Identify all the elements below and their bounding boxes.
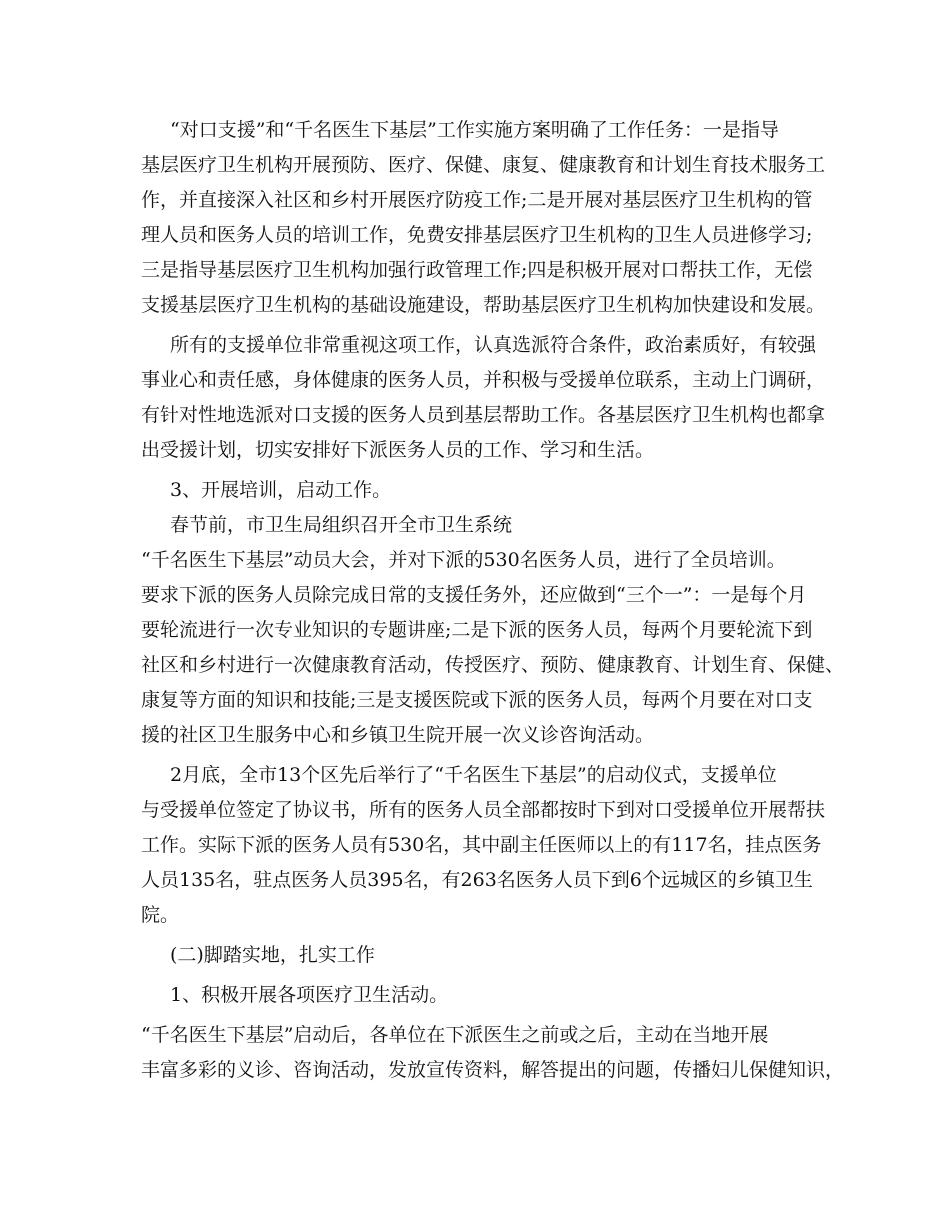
- section-heading: (二)脚踏实地，扎实工作: [170, 944, 375, 966]
- text-line: 与受援单位签定了协议书，所有的医务人员全部都按时下到对口受援单位开展帮扶: [141, 799, 826, 821]
- section-heading: 1、积极开展各项医疗卫生活动。: [170, 984, 449, 1006]
- text-line: 所有的支援单位非常重视这项工作，认真选派符合条件，政治素质好，有较强: [170, 334, 817, 356]
- text-line: 春节前，市卫生局组织召开全市卫生系统: [170, 514, 513, 536]
- text-line: “千名医生下基层”动员大会，并对下派的530名医务人员，进行了全员培训。: [141, 549, 786, 571]
- text-line: 人员135名，驻点医务人员395名，有263名医务人员下到6个远城区的乡镇卫生: [141, 869, 813, 891]
- text-line: 理人员和医务人员的培训工作，免费安排基层医疗卫生机构的卫生人员进修学习;: [141, 224, 813, 246]
- text-line: 工作。实际下派的医务人员有530名，其中副主任医师以上的有117名，挂点医务: [141, 834, 822, 856]
- text-line: “千名医生下基层”启动后，各单位在下派医生之前或之后，主动在当地开展: [141, 1024, 769, 1046]
- text-line: 基层医疗卫生机构开展预防、医疗、保健、康复、健康教育和计划生育技术服务工: [141, 154, 826, 176]
- text-line: 2月底，全市13个区先后举行了“千名医生下基层”的启动仪式，支援单位: [170, 764, 777, 786]
- text-line: 援的社区卫生服务中心和乡镇卫生院开展一次义诊咨询活动。: [141, 724, 655, 746]
- section-heading: 3、开展培训，启动工作。: [170, 479, 392, 501]
- text-line: 社区和乡村进行一次健康教育活动，传授医疗、预防、健康教育、计划生育、保健、: [141, 654, 845, 676]
- text-line: 三是指导基层医疗卫生机构加强行政管理工作;四是积极开展对口帮扶工作，无偿: [141, 259, 813, 281]
- text-line: 康复等方面的知识和技能;三是支援医院或下派的医务人员，每两个月要在对口支: [141, 689, 813, 711]
- text-line: “对口支援”和“千名医生下基层”工作实施方案明确了工作任务：一是指导: [170, 119, 779, 141]
- text-line: 要轮流进行一次专业知识的专题讲座;二是下派的医务人员，每两个月要轮流下到: [141, 619, 813, 641]
- text-line: 作，并直接深入社区和乡村开展医疗防疫工作;二是开展对基层医疗卫生机构的管: [141, 189, 813, 211]
- text-line: 有针对性地选派对口支援的医务人员到基层帮助工作。各基层医疗卫生机构也都拿: [141, 404, 826, 426]
- text-line: 要求下派的医务人员除完成日常的支援任务外，还应做到“三个一”：一是每个月: [141, 584, 807, 606]
- text-line: 院。: [141, 904, 180, 926]
- text-line: 支援基层医疗卫生机构的基础设施建设，帮助基层医疗卫生机构加快建设和发展。: [141, 294, 826, 316]
- text-line: 出受援计划，切实安排好下派医务人员的工作、学习和生活。: [141, 439, 655, 461]
- text-line: 丰富多彩的义诊、咨询活动，发放宣传资料，解答提出的问题，传播妇儿保健知识，: [141, 1059, 845, 1081]
- text-line: 事业心和责任感，身体健康的医务人员，并积极与受援单位联系，主动上门调研，: [141, 369, 826, 391]
